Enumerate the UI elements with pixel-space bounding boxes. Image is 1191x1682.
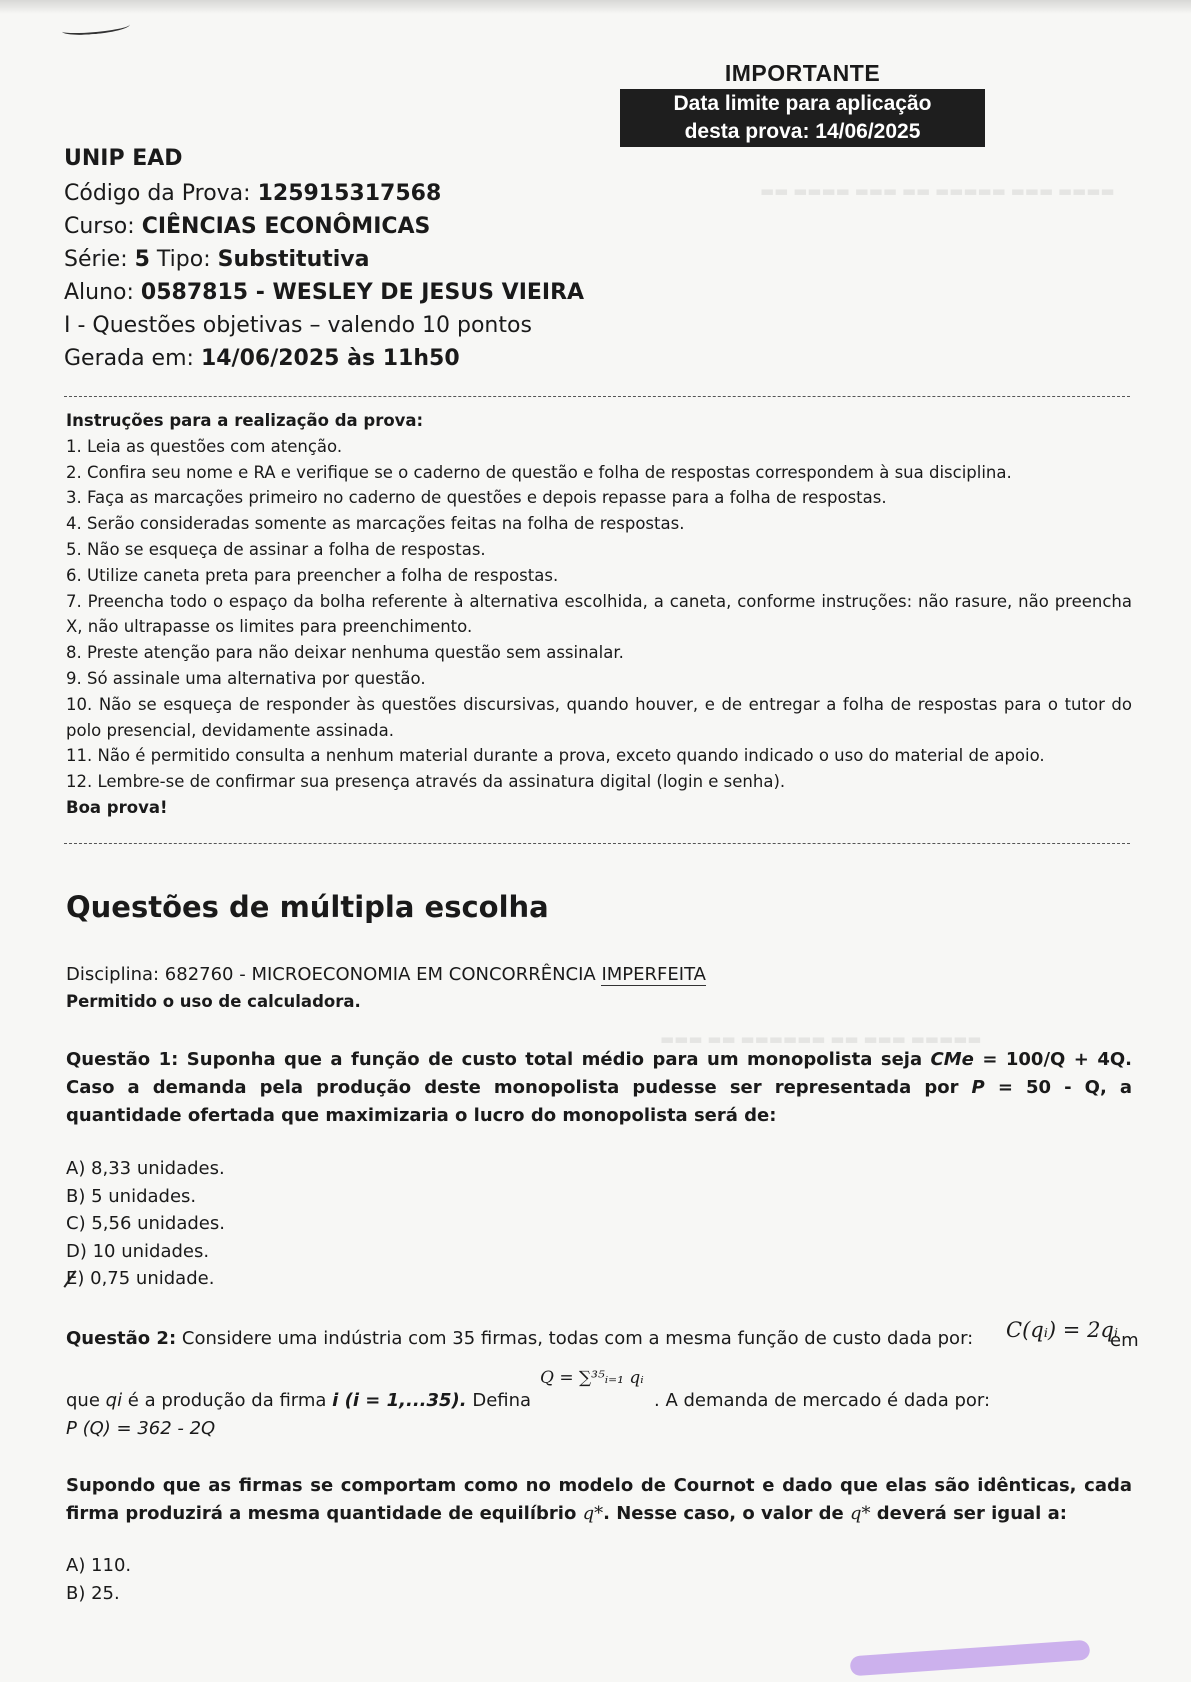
course-label: Curso:	[64, 214, 135, 239]
generated-value: 14/06/2025 às 11h50	[200, 346, 460, 371]
demand-text: . A demanda de mercado é dada por:	[654, 1390, 991, 1411]
q2-stmt-1: Supondo que as firmas se comportam como no modelo de Cournot e dado que elas são idênticas, cada firma produzirá a mesma quantidade de equilíbrio	[66, 1475, 1132, 1524]
instruction-item: 12. Lembre-se de confirmar sua presença através da assinatura digital (login e senha).	[66, 772, 786, 792]
dashed-divider-top	[64, 396, 1130, 397]
q2-qstar-2: q*	[849, 1503, 871, 1524]
question-2-statement	[66, 1472, 1132, 1528]
instruction-item: 10. Não se esqueça de responder às questões discursivas, quando houver, e de entregar a folha de respostas para o tutor do polo presencial, devidamente assinada.	[66, 694, 1132, 740]
discipline-line	[66, 964, 706, 985]
bleed-through-text: ▬▬ ▬▬▬▬ ▬▬▬ ▬▬ ▬▬▬▬▬ ▬▬▬ ▬▬▬▬	[760, 182, 1115, 200]
deadline-notice	[620, 60, 985, 147]
course-value: CIÊNCIAS ECONÔMICAS	[141, 214, 431, 239]
q2-qi: qi	[105, 1390, 123, 1411]
student-value: 0587815 - WESLEY DE JESUS VIEIRA	[140, 280, 585, 305]
important-label: IMPORTANTE	[724, 60, 881, 86]
questions-type-line: I - Questões objetivas – valendo 10 pontos	[64, 313, 532, 338]
instruction-item: 11. Não é permitido consulta a nenhum material durante a prova, exceto quando indicado o uso do material de apoio.	[66, 746, 1045, 766]
q2-em: em	[1110, 1330, 1139, 1351]
instruction-item: 7. Preencha todo o espaço da bolha referente à alternativa escolhida, a caneta, conforme instruções: não rasure, não preencha X, não ultrapasse os limites para preenchimento.	[66, 591, 1132, 637]
series-value: 5	[134, 247, 150, 272]
instruction-item: 3. Faça as marcações primeiro no caderno de questões e depois repasse para a folha de respostas.	[66, 488, 887, 508]
institution-name: UNIP EAD	[64, 146, 183, 171]
course-line	[64, 210, 584, 243]
instructions-title: Instruções para a realização da prova:	[66, 411, 424, 430]
deadline-box	[620, 89, 985, 147]
instruction-item: 9. Só assinale uma alternativa por questão.	[66, 668, 426, 688]
discipline-underlined: IMPERFEITA	[601, 964, 706, 985]
q2-qstar: q*	[582, 1503, 604, 1524]
exam-header	[64, 146, 584, 375]
q2-prod: é a produção da firma	[122, 1390, 333, 1411]
generated-label: Gerada em:	[64, 346, 194, 371]
bleed-through-text-2: ▬▬▬ ▬▬ ▬▬▬▬▬▬ ▬▬ ▬▬▬ ▬▬▬▬▬	[660, 1030, 982, 1048]
exam-code-line	[64, 177, 584, 210]
series-line	[64, 243, 584, 276]
q1-var-p: P	[971, 1077, 985, 1098]
q2-stmt-3: deverá ser igual a:	[870, 1503, 1067, 1524]
student-label: Aluno:	[64, 280, 134, 305]
q2-defina: Defina	[466, 1390, 532, 1411]
student-line	[64, 276, 584, 309]
q2-i-label: i (i = 1,...35).	[332, 1390, 467, 1411]
sum-formula: Q = ∑³⁵ᵢ₌₁ qᵢ	[540, 1368, 644, 1388]
type-value: Substitutiva	[217, 247, 370, 272]
q1-text-3: = 50 - Q, a quantidade ofertada que maximizaria o lucro do monopolista será de:	[66, 1077, 1132, 1126]
scan-edge-shadow	[0, 0, 1191, 14]
instruction-item: 6. Utilize caneta preta para preencher a folha de respostas.	[66, 565, 559, 585]
exam-code-label: Código da Prova:	[64, 181, 251, 206]
q1-option-a: A) 8,33 unidades.	[66, 1158, 225, 1179]
q2-stmt-2: . Nesse caso, o valor de	[603, 1503, 850, 1524]
q2-label: Questão 2:	[66, 1328, 177, 1349]
q2-intro-text: Considere uma indústria com 35 firmas, todas com a mesma função de custo dada por:	[176, 1328, 974, 1349]
instructions-block	[66, 408, 1132, 821]
q1-text-1: Questão 1: Suponha que a função de custo total médio para um monopolista seja	[66, 1049, 931, 1070]
q2-option-a: A) 110.	[66, 1555, 132, 1576]
highlighter-mark	[850, 1640, 1091, 1677]
section-title: Questões de múltipla escolha	[66, 890, 549, 924]
q2-option-b: B) 25.	[66, 1582, 120, 1604]
discipline-text: Disciplina: 682760 - MICROECONOMIA EM CONCORRÊNCIA	[66, 964, 602, 985]
series-label: Série:	[64, 247, 128, 272]
instruction-item: 1. Leia as questões com atenção.	[66, 436, 343, 456]
q1-option-b: B) 5 unidades.	[66, 1185, 197, 1207]
q1-option-d: D) 10 unidades.	[66, 1240, 210, 1262]
instruction-item: 8. Preste atenção para não deixar nenhuma questão sem assinalar.	[66, 643, 624, 663]
q2-options	[66, 1552, 131, 1607]
question-1	[66, 1046, 1132, 1130]
demand-formula: P (Q) = 362 - 2Q	[66, 1418, 216, 1439]
q1-text-2: = 100/Q + 4Q. Caso a demanda pela produção deste monopolista pudesse ser representada por	[66, 1049, 1132, 1098]
cost-function-formula: C(qᵢ) = 2qᵢ	[1006, 1318, 1119, 1342]
calculator-note: Permitido o uso de calculadora.	[66, 992, 361, 1011]
instruction-item: 2. Confira seu nome e RA e verifique se o caderno de questão e folha de respostas correspondem à sua disciplina.	[66, 462, 1012, 482]
pen-stroke-mark	[62, 20, 131, 37]
instruction-item: 4. Serão consideradas somente as marcações feitas na folha de respostas.	[66, 514, 685, 534]
q1-option-e: E) 0,75 unidade.	[66, 1265, 225, 1293]
question-2-definition	[66, 1390, 531, 1411]
instructions-closing: Boa prova!	[66, 797, 168, 817]
generated-line	[64, 342, 584, 375]
q1-options	[66, 1155, 225, 1293]
q2-que: que	[66, 1390, 106, 1411]
q1-var-cme: CMe	[930, 1049, 974, 1070]
deadline-line-2: desta prova: 14/06/2025	[684, 120, 921, 143]
q1-option-c: C) 5,56 unidades.	[66, 1213, 225, 1234]
exam-code-value: 125915317568	[257, 181, 442, 206]
question-2-intro	[66, 1328, 986, 1349]
instruction-item: 5. Não se esqueça de assinar a folha de respostas.	[66, 539, 486, 559]
dashed-divider-bottom	[64, 843, 1130, 844]
type-label: Tipo:	[156, 247, 211, 272]
deadline-line-1: Data limite para aplicação	[673, 92, 932, 115]
